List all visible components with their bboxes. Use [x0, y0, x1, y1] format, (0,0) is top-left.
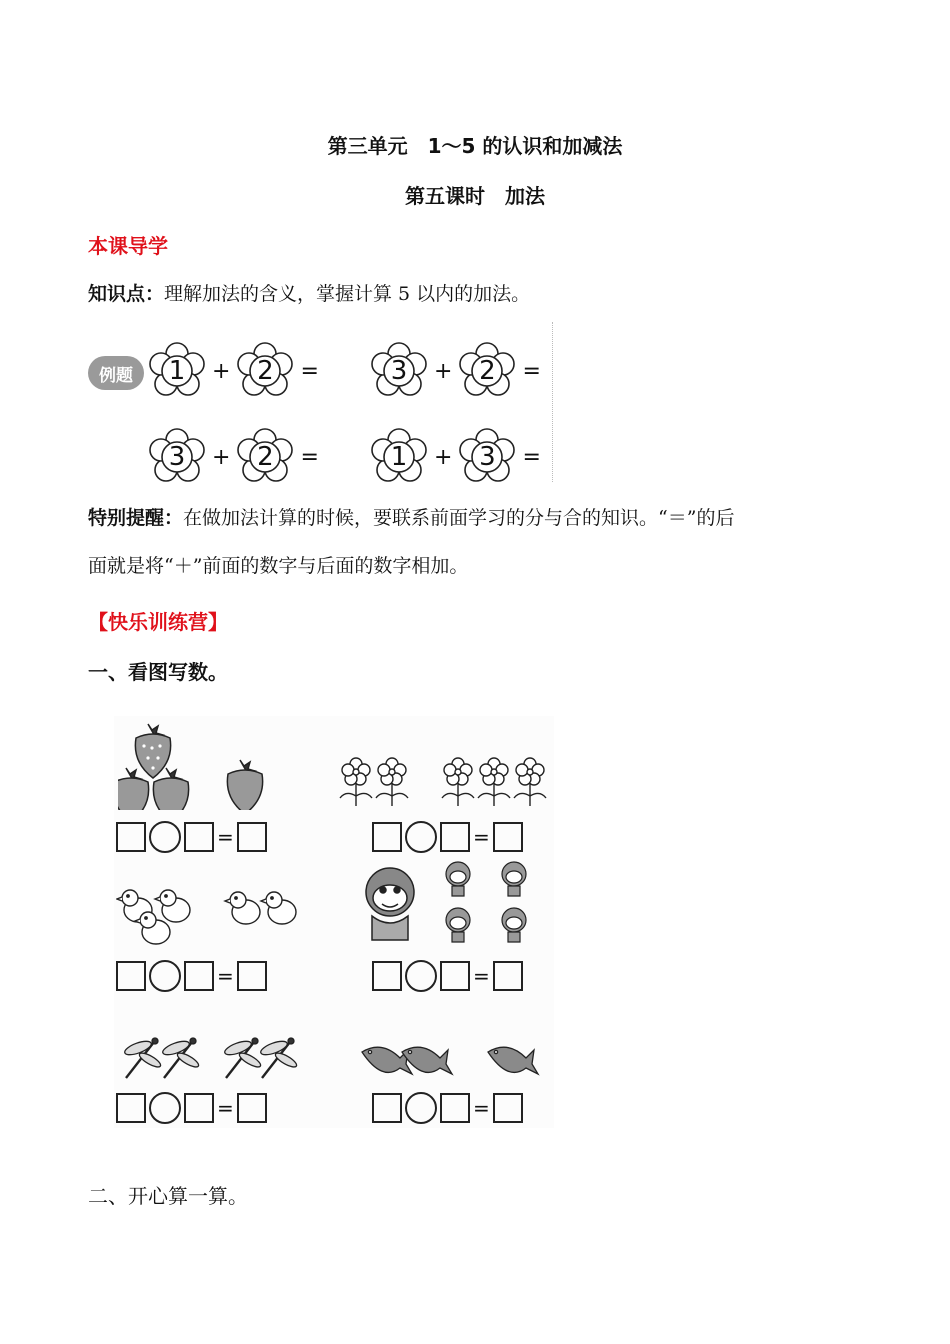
equals-sign: = [217, 964, 234, 988]
flower-icon: 3 [370, 342, 428, 400]
example-badge [88, 356, 152, 390]
section1-heading: 一、看图写数。 [88, 660, 228, 684]
operator-circle[interactable] [149, 821, 181, 853]
operator-circle[interactable] [405, 1092, 437, 1124]
flower-icon: 1 [370, 428, 428, 486]
divider [552, 322, 553, 482]
answer-row [372, 1092, 523, 1124]
equals-sign: = [522, 358, 541, 384]
equals-sign: = [217, 1096, 234, 1120]
plus-sign: + [434, 358, 453, 384]
knowledge-point [88, 270, 530, 318]
knowledge-text: 理解加法的含义，掌握计算 5 以内的加法。 [164, 283, 531, 305]
answer-row [372, 821, 523, 853]
reminder [88, 494, 878, 590]
lesson-title: 第五课时 加法 [405, 184, 545, 208]
equals-sign: = [300, 444, 319, 470]
picture-exercise [114, 716, 554, 1128]
answer-box[interactable] [184, 1093, 214, 1123]
answer-box[interactable] [440, 822, 470, 852]
equals-sign: = [522, 444, 541, 470]
unit-title: 第三单元 1～5 的认识和加减法 [327, 134, 623, 158]
plus-sign: + [212, 444, 231, 470]
answer-box[interactable] [440, 1093, 470, 1123]
answer-row [372, 960, 523, 992]
reminder-line1: 在做加法计算的时候，要联系前面学习的分与合的知识。“＝”的后 [183, 507, 735, 529]
answer-box[interactable] [116, 961, 146, 991]
answer-row [116, 821, 267, 853]
fish-icon [358, 1036, 548, 1082]
equals-sign: = [217, 825, 234, 849]
answer-box[interactable] [372, 961, 402, 991]
answer-box[interactable] [372, 822, 402, 852]
answer-row [116, 1092, 267, 1124]
answer-box[interactable] [493, 1093, 523, 1123]
reminder-line2: 面就是将“＋”前面的数字与后面的数字相加。 [88, 555, 469, 577]
dragonfly-icon [116, 1034, 306, 1080]
answer-box[interactable] [116, 822, 146, 852]
knowledge-label: 知识点： [88, 283, 165, 305]
answer-box[interactable] [237, 1093, 267, 1123]
operator-circle[interactable] [405, 821, 437, 853]
example-equation [148, 428, 325, 486]
flower-icon [336, 756, 556, 808]
chick-icon [116, 884, 306, 954]
answer-row [116, 960, 267, 992]
plus-sign: + [434, 444, 453, 470]
example-equation [370, 342, 547, 400]
answer-box[interactable] [237, 822, 267, 852]
operator-circle[interactable] [405, 960, 437, 992]
monkey-icon [358, 860, 533, 952]
answer-box[interactable] [372, 1093, 402, 1123]
flower-icon: 1 [148, 342, 206, 400]
flower-icon: 3 [148, 428, 206, 486]
operator-circle[interactable] [149, 1092, 181, 1124]
answer-box[interactable] [184, 961, 214, 991]
answer-box[interactable] [116, 1093, 146, 1123]
example-block [88, 336, 558, 486]
example-equation [148, 342, 325, 400]
flower-icon: 2 [458, 342, 516, 400]
plus-sign: + [212, 358, 231, 384]
example-badge-label: 例题 [88, 356, 144, 390]
flower-icon: 2 [236, 428, 294, 486]
equals-sign: = [473, 964, 490, 988]
answer-box[interactable] [493, 822, 523, 852]
answer-box[interactable] [184, 822, 214, 852]
answer-box[interactable] [493, 961, 523, 991]
equals-sign: = [473, 1096, 490, 1120]
reminder-label: 特别提醒： [88, 507, 184, 529]
guide-heading: 本课导学 [88, 234, 168, 258]
strawberry-icon [118, 718, 278, 810]
equals-sign: = [473, 825, 490, 849]
equals-sign: = [300, 358, 319, 384]
section2-heading: 二、开心算一算。 [88, 1184, 248, 1208]
operator-circle[interactable] [149, 960, 181, 992]
answer-box[interactable] [440, 961, 470, 991]
answer-box[interactable] [237, 961, 267, 991]
example-equation [370, 428, 547, 486]
camp-heading: 【快乐训练营】 [88, 610, 228, 634]
flower-icon: 3 [458, 428, 516, 486]
flower-icon: 2 [236, 342, 294, 400]
